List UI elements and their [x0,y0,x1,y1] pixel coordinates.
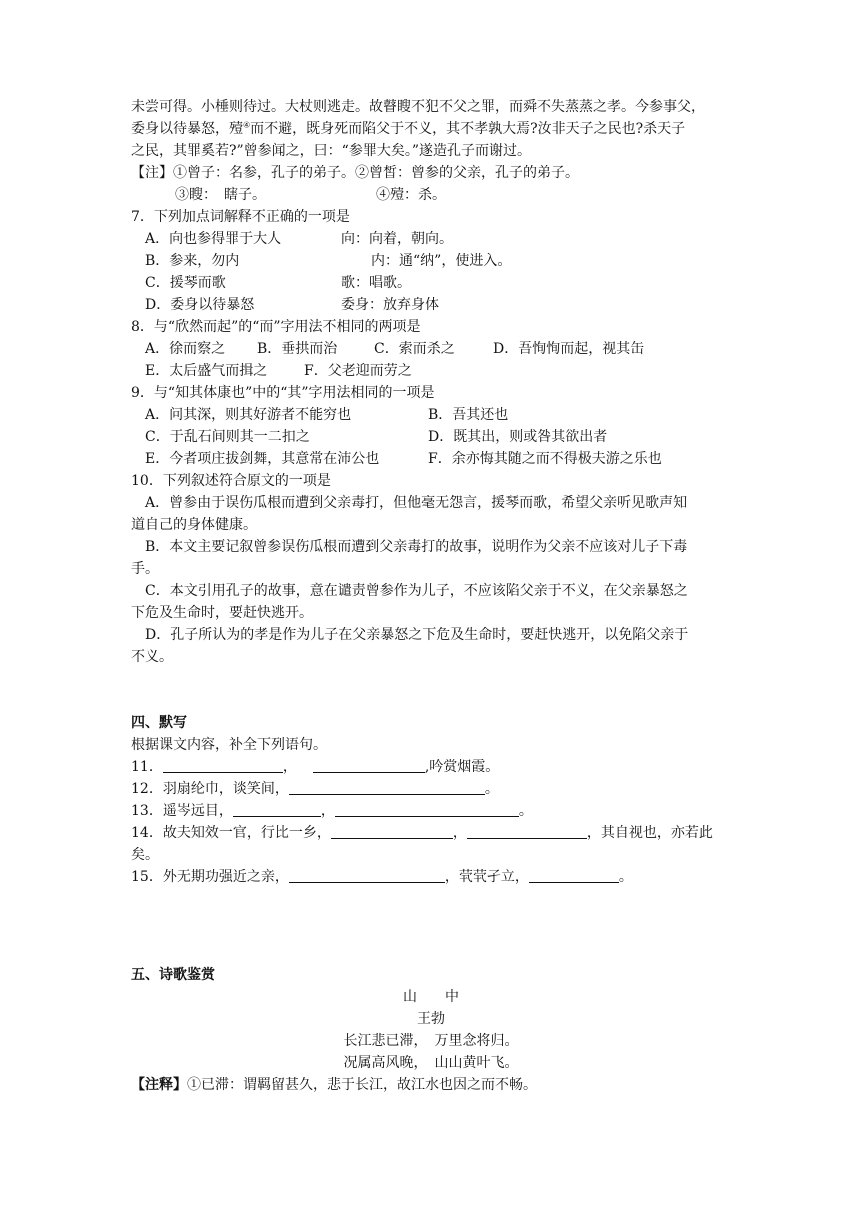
q10-stem: 10．下列叙述符合原文的一项是 [131,473,331,489]
q15: 15．外无期功强近之亲， ，茕茕孑立， 。 [131,869,633,885]
q7-option-c-gloss: 歌：唱歌。 [341,275,411,291]
q14-cont: 矣。 [131,847,159,863]
q7-option-b-gloss: 内：通“纳”，使进入。 [371,253,512,269]
q13-blank-2 [335,802,519,817]
q9-stem: 9．与“知其体康也”中的“其”字用法相同的一项是 [131,385,435,401]
notes-line-2a: ③瞍： 瞎子。 [175,187,266,203]
q8-stem: 8．与“欣然而起”的“而”字用法不相同的两项是 [131,319,421,335]
q10-option-b-cont: 手。 [131,561,159,577]
q14: 14．故夫知效一官，行比一乡， ， ，其自视也，亦若此 [131,825,713,841]
q7-option-c: C．援琴而歌 [145,275,226,291]
q12: 12．羽扇纶巾，谈笑间， 。 [131,781,499,797]
q9-option-d: D．既其出，则或咎其欲出者 [428,429,608,445]
q9-option-f: F．余亦悔其随之而不得极夫游之乐也 [428,451,662,467]
q15-blank-1 [289,868,445,883]
section-4-intro: 根据课文内容，补全下列语句。 [131,737,327,753]
q12-blank-1 [289,780,485,795]
q10-option-b: B．本文主要记叙曾参误伤瓜根而遭到父亲毒打的故事，说明作为父亲不应该对儿子下毒 [145,539,688,555]
q7-option-d-gloss: 委身：放弃身体 [341,297,439,313]
q14-blank-1 [331,824,453,839]
q10-option-d: D．孔子所认为的孝是作为儿子在父亲暴怒之下危及生命时，要赶快逃开，以免陷父亲于 [145,627,689,643]
q8-option-d: D．吾恂恂而起，视其缶 [493,341,645,357]
q8-option-c: C．索而杀之 [374,341,455,357]
q15-blank-2 [529,868,619,883]
q10-option-c-cont: 下危及生命时，要赶快逃开。 [131,605,313,621]
poem-line-1: 长江悲已滞， 万里念将归。 [343,1033,519,1049]
q8-option-e: E．太后盛气而揖之 [145,363,268,379]
q13: 13．遥岑远目， ， 。 [131,803,533,819]
q10-option-a-cont: 道自己的身体健康。 [131,517,257,533]
q13-blank-1 [233,802,321,817]
q10-option-d-cont: 不义。 [131,649,173,665]
q11-blank-2 [313,758,425,773]
q9-option-b: B．吾其还也 [428,407,509,423]
q11-blank-1 [163,758,283,773]
q8-option-b: B．垂拱而治 [257,341,338,357]
q10-option-a: A．曾参由于误伤瓜根而遭到父亲毒打，但他毫无怨言，援琴而歌，希望父亲听见歌声知 [145,495,688,511]
q14-blank-2 [467,824,587,839]
passage-line-3: 之民，其罪奚若?”曾参闻之，曰：“参罪大矣。”遂造孔子而谢过。 [131,143,531,159]
q9-option-e: E．今者项庄拔剑舞，其意常在沛公也 [145,451,380,467]
q7-option-a: A．向也参得罪于大人 [145,231,282,247]
poem-note: 【注释】①已滞：谓羁留甚久，悲于长江，故江水也因之而不畅。 [131,1077,537,1093]
notes-line-2b: ④殪：杀。 [376,187,446,203]
passage-line-1: 未尝可得。小棰则待过。大杖则逃走。故瞽瞍不犯不父之罪，而舜不失蒸蒸之孝。今参事父， [131,99,705,115]
q8-option-a: A．徐而察之 [145,341,226,357]
poem-author: 王勃 [417,1011,445,1027]
q9-option-a: A．问其深，则其好游者不能穷也 [145,407,352,423]
q7-stem: 7．下列加点词解释不正确的一项是 [131,209,350,225]
q9-option-c: C．于乱石间则其一二扣之 [145,429,310,445]
notes-line-1: 【注】①曾子：名参，孔子的弟子。②曾皙：曾参的父亲，孔子的弟子。 [131,165,579,181]
q7-option-a-gloss: 向：向着，朝向。 [341,231,453,247]
passage-line-2: 委身以待暴怒，殪④而不避，既身死而陷父于不义，其不孝孰大焉?汝非天子之民也?杀天子 [131,120,686,137]
q8-option-f: F．父老迎而劳之 [304,363,412,379]
poem-line-2: 况属高风晚， 山山黄叶飞。 [343,1055,519,1071]
q10-option-c: C．本文引用孔子的故事，意在谴责曾参作为儿子，不应该陷父亲于不义，在父亲暴怒之 [145,583,688,599]
q7-option-d: D．委身以待暴怒 [145,297,255,313]
footnote-marker: ④ [243,120,251,130]
section-5-title: 五、诗歌鉴赏 [131,967,215,983]
q7-option-b: B．参来，勿内 [145,253,240,269]
section-4-title: 四、默写 [131,715,187,731]
poem-title: 山 中 [403,989,459,1005]
q11: 11． ， ,吟赏烟霞。 [131,759,500,775]
